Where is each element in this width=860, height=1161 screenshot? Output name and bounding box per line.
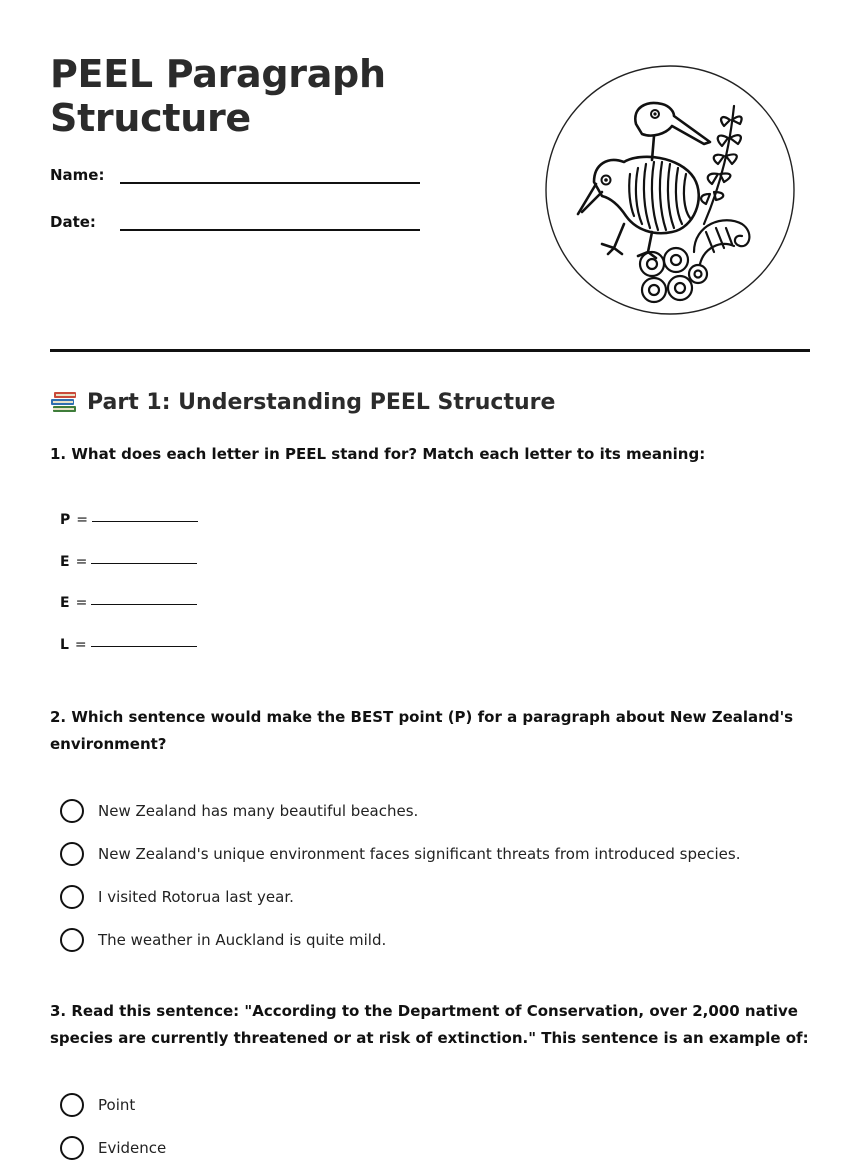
- answer-blank[interactable]: [91, 604, 197, 605]
- radio-button[interactable]: [60, 928, 84, 952]
- kiwi-bird-fern-emblem-icon: [544, 64, 796, 316]
- option-label: Evidence: [98, 1139, 167, 1157]
- q2-option[interactable]: [60, 799, 418, 823]
- date-label: Date:: [50, 213, 96, 231]
- name-field: [50, 166, 104, 184]
- peel-letter: E: [60, 595, 70, 611]
- q3-option[interactable]: [60, 1093, 135, 1117]
- peel-letter: L: [60, 637, 69, 653]
- peel-blank-e2: [60, 595, 197, 611]
- answer-blank[interactable]: [91, 646, 197, 647]
- option-label: New Zealand has many beautiful beaches.: [98, 802, 419, 820]
- peel-blank-l: [60, 637, 197, 653]
- title-line-2: Structure: [50, 96, 251, 140]
- part1-heading: [50, 389, 555, 415]
- question-1: 1. What does each letter in PEEL stand for? Match each letter to its meaning:: [50, 445, 706, 463]
- question-2: 2. Which sentence would make the BEST point (P) for a paragraph about New Zealand's environment?: [50, 708, 794, 753]
- header-divider: [50, 349, 810, 352]
- peel-blank-e1: [60, 554, 197, 570]
- peel-blank-p: [60, 512, 198, 528]
- radio-button[interactable]: [60, 842, 84, 866]
- answer-blank[interactable]: [92, 521, 198, 522]
- q2-option[interactable]: [60, 885, 294, 909]
- question-3: 3. Read this sentence: "According to the Department of Conservation, over 2,000 native species are currently threatened or at risk of extinction." This sentence is an example of:: [50, 1002, 809, 1047]
- title-line-1: PEEL Paragraph: [50, 52, 386, 96]
- name-label: Name:: [50, 166, 105, 184]
- radio-button[interactable]: [60, 885, 84, 909]
- q2-option[interactable]: [60, 842, 740, 866]
- option-label: I visited Rotorua last year.: [98, 888, 294, 906]
- equals-sign: =: [75, 554, 88, 570]
- books-icon: [50, 389, 78, 415]
- option-label: Point: [98, 1096, 136, 1114]
- q2-option[interactable]: [60, 928, 386, 952]
- worksheet-header: [50, 52, 810, 352]
- equals-sign: =: [75, 595, 88, 611]
- equals-sign: =: [76, 512, 88, 528]
- peel-letter: E: [60, 554, 70, 570]
- equals-sign: =: [74, 637, 87, 653]
- answer-blank[interactable]: [91, 563, 197, 564]
- option-label: New Zealand's unique environment faces significant threats from introduced species.: [98, 845, 741, 863]
- q3-option[interactable]: [60, 1136, 166, 1160]
- option-label: The weather in Auckland is quite mild.: [98, 931, 387, 949]
- radio-button[interactable]: [60, 799, 84, 823]
- name-input-line[interactable]: [120, 182, 420, 184]
- radio-button[interactable]: [60, 1136, 84, 1160]
- peel-letter: P: [60, 512, 71, 528]
- page-title: [50, 52, 430, 140]
- date-field: [50, 213, 96, 231]
- part1-title: Part 1: Understanding PEEL Structure: [87, 389, 556, 415]
- date-input-line[interactable]: [120, 229, 420, 231]
- radio-button[interactable]: [60, 1093, 84, 1117]
